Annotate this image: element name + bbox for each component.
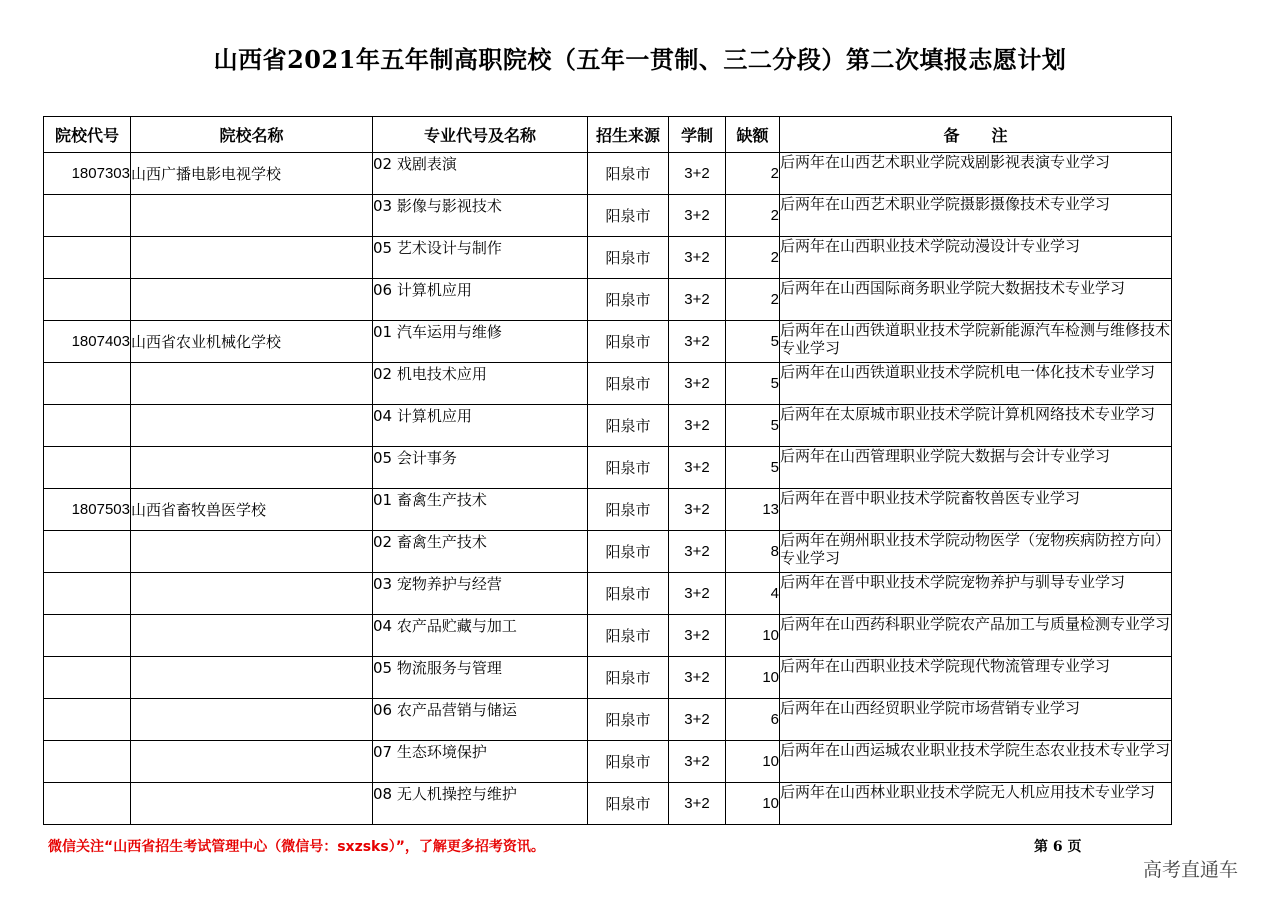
source-cell: 阳泉市 xyxy=(588,573,669,615)
page-number: 第 6 页 xyxy=(1034,839,1082,855)
system-cell: 3+2 xyxy=(669,279,726,321)
vacancy-cell: 5 xyxy=(726,447,780,489)
major-cell: 03 宠物养护与经营 xyxy=(373,573,588,615)
school-code-cell xyxy=(44,195,131,237)
vacancy-cell: 2 xyxy=(726,279,780,321)
school-code-cell xyxy=(44,237,131,279)
note-cell: 后两年在山西艺术职业学院摄影摄像技术专业学习 xyxy=(780,195,1172,237)
school-code-cell xyxy=(44,783,131,825)
source-cell: 阳泉市 xyxy=(588,531,669,573)
system-cell: 3+2 xyxy=(669,489,726,531)
school-name-cell: 山西省畜牧兽医学校 xyxy=(131,489,373,531)
school-code-cell: 1807503 xyxy=(44,489,131,531)
school-name-cell: 山西省农业机械化学校 xyxy=(131,321,373,363)
system-cell: 3+2 xyxy=(669,783,726,825)
table-row xyxy=(44,531,1172,573)
system-cell: 3+2 xyxy=(669,573,726,615)
header-system: 学制 xyxy=(669,117,726,153)
source-cell: 阳泉市 xyxy=(588,657,669,699)
source-cell: 阳泉市 xyxy=(588,321,669,363)
system-cell: 3+2 xyxy=(669,741,726,783)
note-cell: 后两年在太原城市职业技术学院计算机网络技术专业学习 xyxy=(780,405,1172,447)
table-row xyxy=(44,783,1172,825)
vacancy-cell: 5 xyxy=(726,321,780,363)
note-cell: 后两年在山西艺术职业学院戏剧影视表演专业学习 xyxy=(780,153,1172,195)
major-cell: 05 物流服务与管理 xyxy=(373,657,588,699)
system-cell: 3+2 xyxy=(669,657,726,699)
school-code-cell xyxy=(44,615,131,657)
note-cell: 后两年在山西职业技术学院动漫设计专业学习 xyxy=(780,237,1172,279)
table-row xyxy=(44,321,1172,363)
school-code-cell xyxy=(44,699,131,741)
table-row xyxy=(44,195,1172,237)
vacancy-cell: 6 xyxy=(726,699,780,741)
source-cell: 阳泉市 xyxy=(588,783,669,825)
school-name-cell xyxy=(131,573,373,615)
school-code-cell xyxy=(44,741,131,783)
system-cell: 3+2 xyxy=(669,531,726,573)
school-code-cell: 1807403 xyxy=(44,321,131,363)
vacancy-cell: 5 xyxy=(726,405,780,447)
note-cell: 后两年在山西铁道职业技术学院新能源汽车检测与维修技术专业学习 xyxy=(780,321,1172,363)
vacancy-cell: 2 xyxy=(726,153,780,195)
table-row xyxy=(44,405,1172,447)
system-cell: 3+2 xyxy=(669,195,726,237)
page-title: 山西省2021年五年制高职院校（五年一贯制、三二分段）第二次填报志愿计划 xyxy=(213,45,1067,74)
table-body xyxy=(44,153,1172,825)
watermark: 高考直通车 xyxy=(1143,859,1239,881)
major-cell: 01 汽车运用与维修 xyxy=(373,321,588,363)
school-code-cell: 1807303 xyxy=(44,153,131,195)
school-name-cell xyxy=(131,363,373,405)
major-cell: 01 畜禽生产技术 xyxy=(373,489,588,531)
school-name-cell xyxy=(131,531,373,573)
table-row xyxy=(44,153,1172,195)
vacancy-cell: 2 xyxy=(726,237,780,279)
note-cell: 后两年在山西国际商务职业学院大数据技术专业学习 xyxy=(780,279,1172,321)
school-code-cell xyxy=(44,279,131,321)
table-row xyxy=(44,741,1172,783)
table-row xyxy=(44,447,1172,489)
major-cell: 05 艺术设计与制作 xyxy=(373,237,588,279)
school-code-cell xyxy=(44,573,131,615)
system-cell: 3+2 xyxy=(669,447,726,489)
source-cell: 阳泉市 xyxy=(588,741,669,783)
source-cell: 阳泉市 xyxy=(588,489,669,531)
school-code-cell xyxy=(44,363,131,405)
header-school-name: 院校名称 xyxy=(131,117,373,153)
note-cell: 后两年在山西管理职业学院大数据与会计专业学习 xyxy=(780,447,1172,489)
school-name-cell xyxy=(131,279,373,321)
vacancy-cell: 2 xyxy=(726,195,780,237)
source-cell: 阳泉市 xyxy=(588,153,669,195)
source-cell: 阳泉市 xyxy=(588,195,669,237)
table-row xyxy=(44,615,1172,657)
school-name-cell xyxy=(131,195,373,237)
header-major: 专业代号及名称 xyxy=(373,117,588,153)
note-cell: 后两年在晋中职业技术学院宠物养护与驯导专业学习 xyxy=(780,573,1172,615)
school-code-cell xyxy=(44,531,131,573)
school-name-cell xyxy=(131,783,373,825)
school-name-cell xyxy=(131,237,373,279)
school-name-cell xyxy=(131,657,373,699)
school-name-cell xyxy=(131,741,373,783)
source-cell: 阳泉市 xyxy=(588,363,669,405)
vacancy-cell: 4 xyxy=(726,573,780,615)
table-row xyxy=(44,237,1172,279)
system-cell: 3+2 xyxy=(669,321,726,363)
vacancy-cell: 5 xyxy=(726,363,780,405)
source-cell: 阳泉市 xyxy=(588,405,669,447)
table-row xyxy=(44,699,1172,741)
vacancy-cell: 10 xyxy=(726,783,780,825)
school-code-cell xyxy=(44,447,131,489)
major-cell: 03 影像与影视技术 xyxy=(373,195,588,237)
note-cell: 后两年在山西药科职业学院农产品加工与质量检测专业学习 xyxy=(780,615,1172,657)
system-cell: 3+2 xyxy=(669,363,726,405)
source-cell: 阳泉市 xyxy=(588,237,669,279)
wechat-notice: 微信关注“山西省招生考试管理中心（微信号：sxzsks）”，了解更多招考资讯。 xyxy=(48,839,545,855)
system-cell: 3+2 xyxy=(669,153,726,195)
school-name-cell xyxy=(131,447,373,489)
system-cell: 3+2 xyxy=(669,405,726,447)
enrollment-plan-table xyxy=(43,116,1172,825)
major-cell: 06 计算机应用 xyxy=(373,279,588,321)
table-row xyxy=(44,573,1172,615)
system-cell: 3+2 xyxy=(669,615,726,657)
major-cell: 02 机电技术应用 xyxy=(373,363,588,405)
note-cell: 后两年在山西铁道职业技术学院机电一体化技术专业学习 xyxy=(780,363,1172,405)
table-row xyxy=(44,363,1172,405)
school-name-cell xyxy=(131,699,373,741)
header-school-code: 院校代号 xyxy=(44,117,131,153)
school-code-cell xyxy=(44,657,131,699)
vacancy-cell: 10 xyxy=(726,741,780,783)
note-cell: 后两年在晋中职业技术学院畜牧兽医专业学习 xyxy=(780,489,1172,531)
school-name-cell: 山西广播电影电视学校 xyxy=(131,153,373,195)
major-cell: 02 畜禽生产技术 xyxy=(373,531,588,573)
major-cell: 02 戏剧表演 xyxy=(373,153,588,195)
school-name-cell xyxy=(131,405,373,447)
note-cell: 后两年在山西职业技术学院现代物流管理专业学习 xyxy=(780,657,1172,699)
major-cell: 05 会计事务 xyxy=(373,447,588,489)
header-vacancy: 缺额 xyxy=(726,117,780,153)
note-cell: 后两年在山西运城农业职业技术学院生态农业技术专业学习 xyxy=(780,741,1172,783)
note-cell: 后两年在朔州职业技术学院动物医学（宠物疾病防控方向）专业学习 xyxy=(780,531,1172,573)
vacancy-cell: 8 xyxy=(726,531,780,573)
source-cell: 阳泉市 xyxy=(588,279,669,321)
header-source: 招生来源 xyxy=(588,117,669,153)
major-cell: 04 计算机应用 xyxy=(373,405,588,447)
school-name-cell xyxy=(131,615,373,657)
table-row xyxy=(44,489,1172,531)
header-note: 备 注 xyxy=(780,117,1172,153)
major-cell: 04 农产品贮藏与加工 xyxy=(373,615,588,657)
table-row xyxy=(44,657,1172,699)
school-code-cell xyxy=(44,405,131,447)
major-cell: 07 生态环境保护 xyxy=(373,741,588,783)
table-header-row xyxy=(44,117,1172,153)
note-cell: 后两年在山西经贸职业学院市场营销专业学习 xyxy=(780,699,1172,741)
note-cell: 后两年在山西林业职业技术学院无人机应用技术专业学习 xyxy=(780,783,1172,825)
vacancy-cell: 10 xyxy=(726,615,780,657)
source-cell: 阳泉市 xyxy=(588,447,669,489)
vacancy-cell: 10 xyxy=(726,657,780,699)
major-cell: 06 农产品营销与储运 xyxy=(373,699,588,741)
vacancy-cell: 13 xyxy=(726,489,780,531)
system-cell: 3+2 xyxy=(669,237,726,279)
source-cell: 阳泉市 xyxy=(588,615,669,657)
source-cell: 阳泉市 xyxy=(588,699,669,741)
major-cell: 08 无人机操控与维护 xyxy=(373,783,588,825)
system-cell: 3+2 xyxy=(669,699,726,741)
table-row xyxy=(44,279,1172,321)
